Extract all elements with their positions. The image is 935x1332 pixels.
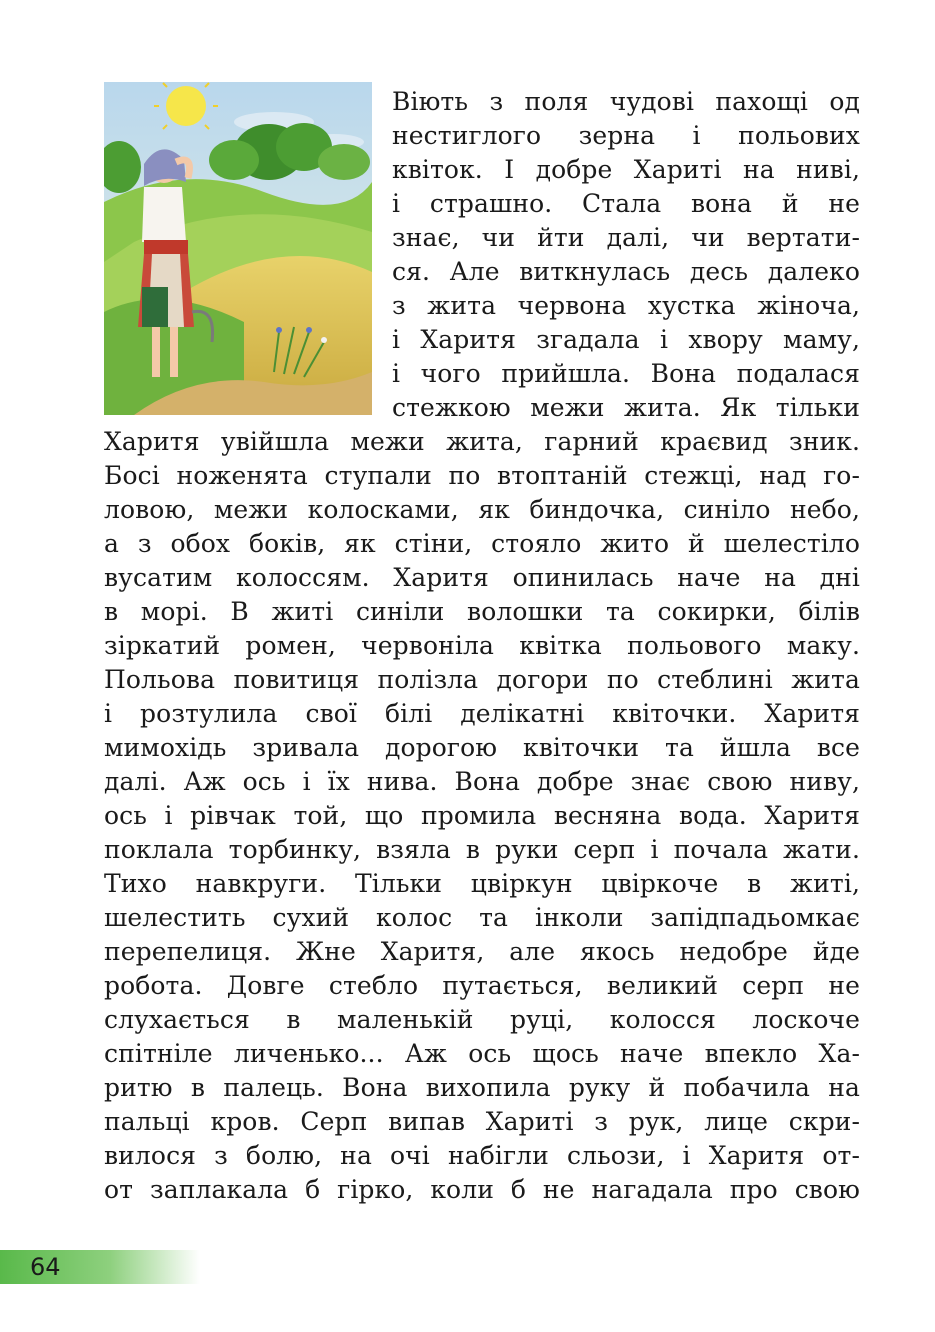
text-line: в морі. В житі синіли волошки та сокирки, білів: [104, 597, 860, 626]
text-line: Харитя увійшла межи жита, гарний краєвид зник.: [104, 427, 860, 456]
text-line: перепелиця. Жне Харитя, але якось недобре йде: [104, 937, 860, 966]
text-line: стежкою межи жита. Як тільки: [392, 393, 860, 422]
text-line: і розтулила свої білі делікатні квіточки. Харитя: [104, 699, 860, 728]
text-line: поклала торбинку, взяла в руки серп і почала жати.: [104, 835, 860, 864]
text-line: шелестить сухий колос та інколи запідпадьомкає: [104, 903, 860, 932]
text-line: ловою, межи колосками, як биндочка, синіло небо,: [104, 495, 860, 524]
text-line: пальці кров. Серп випав Хариті з рук, лице скри-: [104, 1107, 860, 1136]
text-line: вилося з болю, на очі набігли сльози, і Харитя от-: [104, 1141, 860, 1170]
text-line: і страшно. Стала вона й не: [392, 189, 860, 218]
text-line: далі. Аж ось і їх нива. Вона добре знає свою ниву,: [104, 767, 860, 796]
text-line: Польова повитиця полізла догори по стеблині жита: [104, 665, 860, 694]
text-line: Тихо навкруги. Тільки цвіркун цвіркоче в житі,: [104, 869, 860, 898]
text-line: квіток. І добре Хариті на ниві,: [392, 155, 860, 184]
page-number: 64: [30, 1253, 61, 1281]
text-line: слухається в маленькій руці, колосся лоскоче: [104, 1005, 860, 1034]
text-line: ритю в палець. Вона вихопила руку й побачила на: [104, 1073, 860, 1102]
text-line: ось і рівчак той, що промила весняна вода. Харитя: [104, 801, 860, 830]
text-line: і Харитя згадала і хвору маму,: [392, 325, 860, 354]
text-line: спітніле личенько... Аж ось щось наче впекло Ха-: [104, 1039, 860, 1068]
text-line: Босі ноженята ступали по втоптаній стежці, над го-: [104, 461, 860, 490]
text-line: Віють з поля чудові пахощі од: [392, 87, 860, 116]
text-line: знає, чи йти далі, чи вертати-: [392, 223, 860, 252]
text-line: робота. Довге стебло путається, великий серп не: [104, 971, 860, 1000]
text-line: з жита червона хустка жіноча,: [392, 291, 860, 320]
text-line: ся. Але виткнулась десь далеко: [392, 257, 860, 286]
text-line: і чого прийшла. Вона подалася: [392, 359, 860, 388]
text-line: от заплакала б гірко, коли б не нагадала про свою: [104, 1175, 860, 1204]
text-line: зіркатий ромен, червоніла квітка польового маку.: [104, 631, 860, 660]
text-line: вусатим колоссям. Харитя опинилась наче на дні: [104, 563, 860, 592]
text-line: мимохідь зривала дорогою квіточки та йшла все: [104, 733, 860, 762]
text-line: нестиглого зерна і польових: [392, 121, 860, 150]
text-line: а з обох боків, як стіни, стояло жито й шелестіло: [104, 529, 860, 558]
